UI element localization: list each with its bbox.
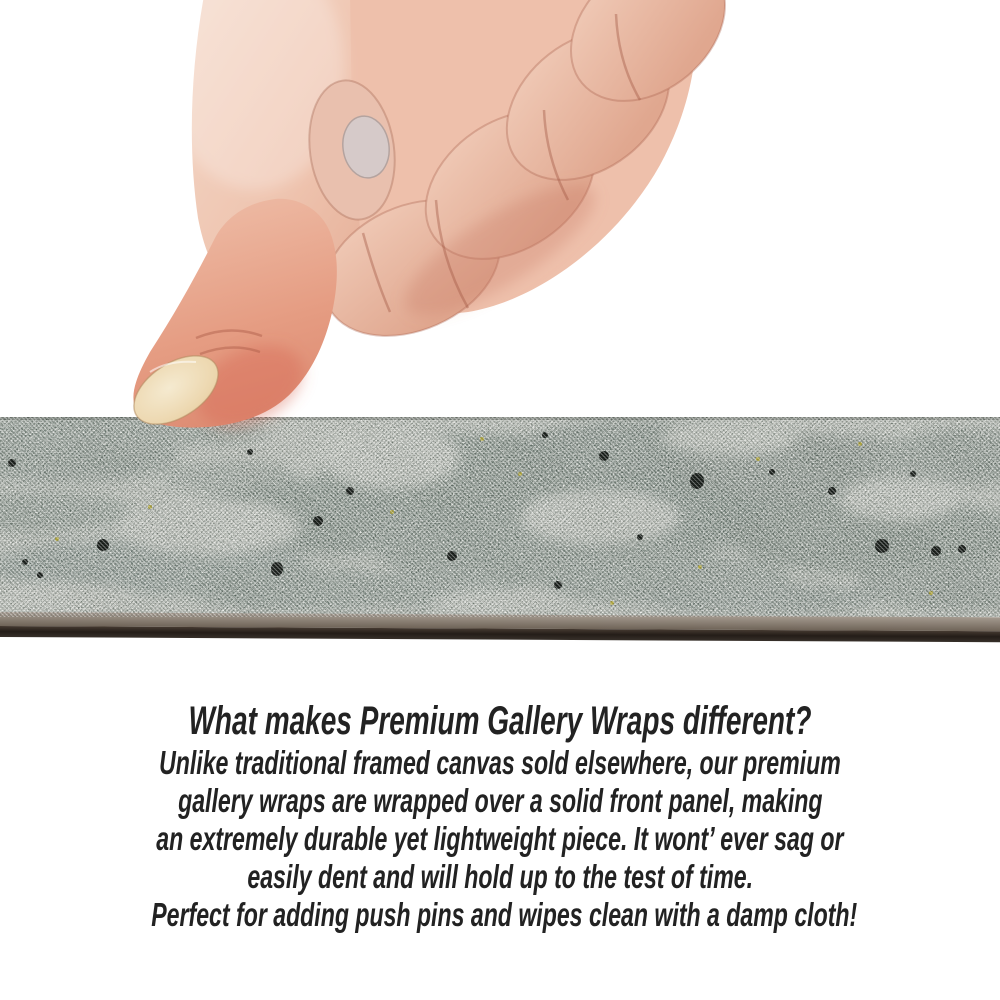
hand-pressing-thumb-photo [96,0,736,450]
canvas-edge-photo [0,417,1000,645]
description-line-3: an extremely durable yet lightweight piece. It wont’ ever sag or [156,820,844,857]
description-line-5: Perfect for adding push pins and wipes clean with a damp cloth! [151,896,858,933]
description-line-4: easily dent and will hold up to the test of time. [247,858,753,895]
description-block [0,698,1000,934]
description-line-2: gallery wraps are wrapped over a solid front panel, making [177,782,823,819]
headline [0,698,1000,744]
canvas-texture-art [0,417,1000,645]
description-line-1: Unlike traditional framed canvas sold elsewhere, our premium [159,744,841,781]
hand-thumb [122,199,337,443]
canvas-side-edge [0,612,1000,642]
headline-text: What makes Premium Gallery Wraps different? [188,699,812,743]
